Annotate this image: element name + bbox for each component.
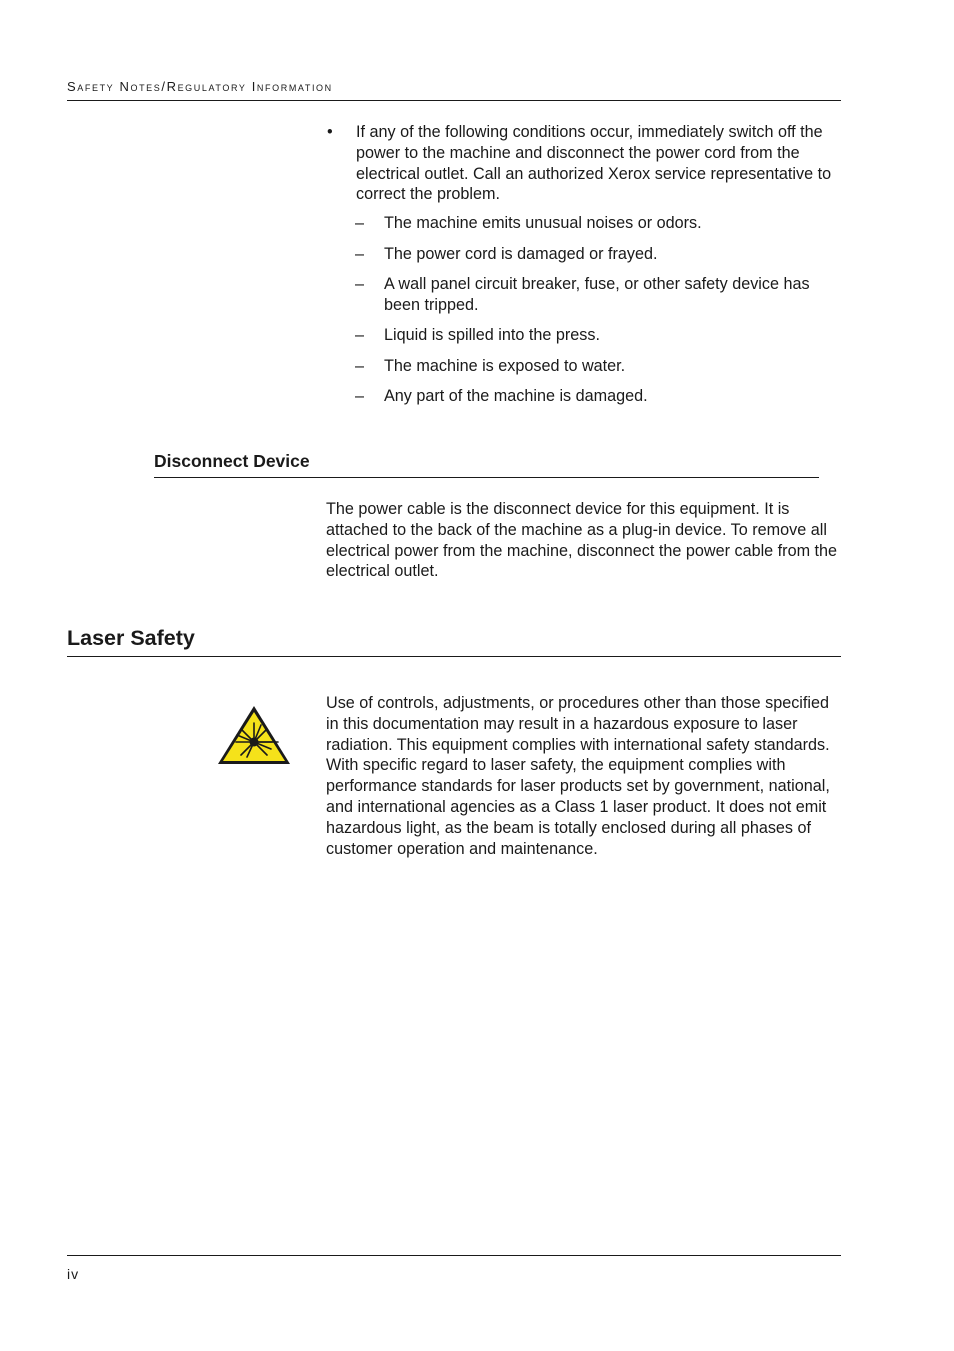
- conditions-sublist: [326, 213, 846, 407]
- header-divider: [67, 100, 841, 101]
- list-item-text: The machine emits unusual noises or odors.: [384, 214, 702, 233]
- disconnect-heading-divider: [154, 477, 819, 478]
- list-item-text: The power cord is damaged or frayed.: [384, 244, 658, 263]
- laser-safety-heading: Laser Safety: [67, 626, 195, 650]
- laser-safety-paragraph: Use of controls, adjustments, or procedures other than those specified in this documentation may result in a hazardous exposure to laser radiation. This equipment complies with international safety standards. With specific regard to laser safety, the equipment complies with performance standards for laser products set by government, national, and international agencies as a Class 1 laser product. It does not emit hazardous light, as the beam is totally enclosed during all phases of customer operation and maintenance.: [326, 694, 830, 858]
- dash-marker: –: [355, 214, 365, 233]
- list-item-text: The machine is exposed to water.: [384, 356, 626, 375]
- disconnect-paragraph: The power cable is the disconnect device for this equipment. It is attached to the back of the machine as a plug-in device. To remove all electrical power from the machine, disconnect the power cable from the electrical outlet.: [326, 500, 838, 581]
- dash-marker: –: [355, 244, 365, 263]
- list-item: [355, 274, 846, 316]
- conditions-intro: If any of the following conditions occur, immediately switch off the power to the machine and disconnect the power cord from the electrical outlet. Call an authorized Xerox service representative to correct the problem.: [356, 123, 832, 204]
- laser-warning-icon: [216, 705, 292, 765]
- list-item: [355, 356, 846, 377]
- conditions-list: [326, 122, 846, 416]
- list-item-text: Any part of the machine is damaged.: [384, 386, 648, 405]
- list-item: [355, 386, 846, 407]
- list-item: [355, 325, 846, 346]
- dash-marker: –: [355, 386, 365, 405]
- list-item-text: Liquid is spilled into the press.: [384, 326, 600, 345]
- bullet-marker: •: [327, 123, 333, 141]
- disconnect-device-heading: Disconnect Device: [154, 451, 310, 471]
- page-number: iv: [67, 1266, 80, 1282]
- list-item: [355, 244, 846, 265]
- list-item: [355, 213, 846, 234]
- running-header: Safety Notes/Regulatory Information: [67, 79, 333, 94]
- laser-heading-divider: [67, 656, 841, 657]
- dash-marker: –: [355, 356, 365, 375]
- dash-marker: –: [355, 274, 365, 293]
- footer-divider: [67, 1255, 841, 1256]
- list-item-text: A wall panel circuit breaker, fuse, or other safety device has been tripped.: [384, 274, 810, 314]
- dash-marker: –: [355, 326, 365, 345]
- conditions-bullet: [326, 122, 846, 205]
